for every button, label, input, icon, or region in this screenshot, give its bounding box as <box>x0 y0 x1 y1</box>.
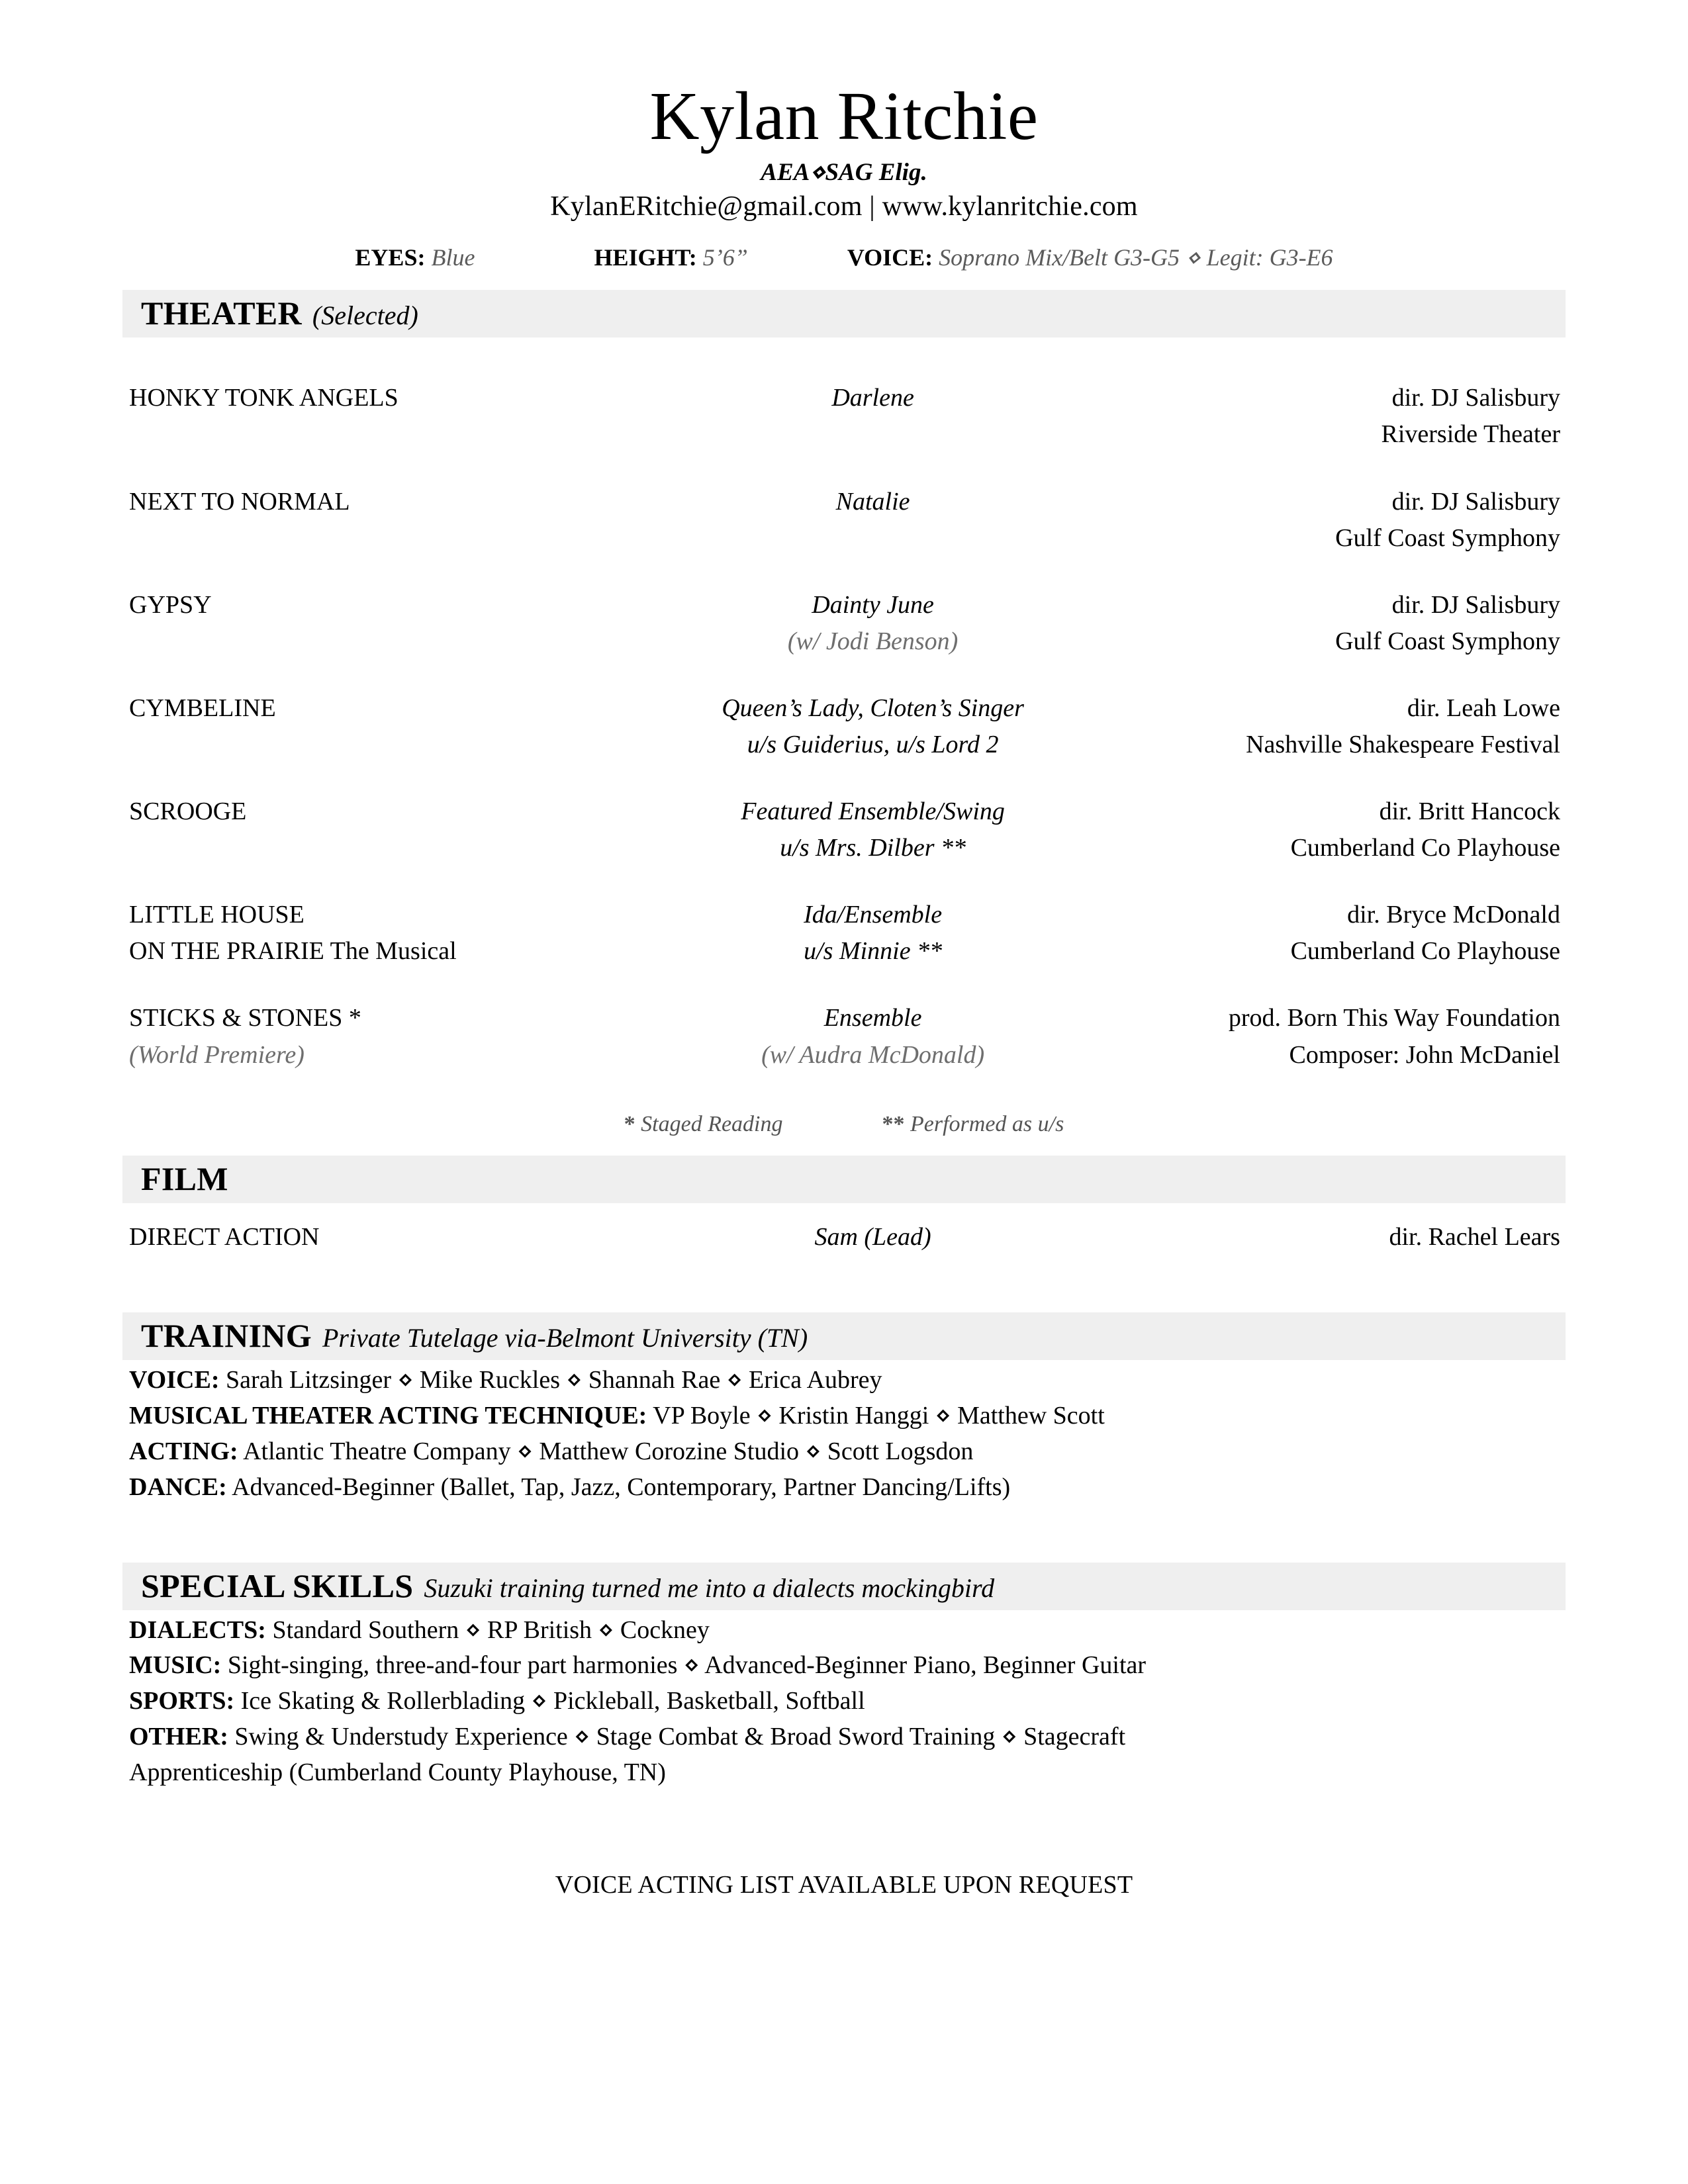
training-heading: TRAINING <box>141 1316 312 1354</box>
credit-venue: Nashville Shakespeare Festival <box>1246 730 1560 758</box>
stat-voice <box>847 244 1333 271</box>
credit-director: dir. Britt Hancock <box>1379 797 1560 826</box>
credit-venue: Gulf Coast Symphony <box>1335 627 1560 655</box>
credit-director: dir. DJ Salisbury <box>1391 590 1560 619</box>
training-label-mt-technique: MUSICAL THEATER ACTING TECHNIQUE: <box>129 1401 647 1430</box>
list-item <box>122 1648 1566 1684</box>
credit-venue: Riverside Theater <box>1381 420 1560 449</box>
stat-voice-value: Soprano Mix/Belt G3-G5 ⋄ Legit: G3-E6 <box>939 244 1333 271</box>
list-item <box>122 1398 1566 1434</box>
credit-role-line1: Ida/Ensemble <box>804 901 943 929</box>
page-title: Kylan Ritchie <box>649 78 1039 154</box>
credit-venue: Cumberland Co Playhouse <box>1290 834 1560 862</box>
credit-company <box>1103 587 1566 660</box>
film-credits-list <box>122 1219 1566 1255</box>
table-row <box>122 380 1566 453</box>
credit-role-line1: Sam (Lead) <box>814 1222 931 1251</box>
stat-voice-label: VOICE: <box>847 244 933 271</box>
credit-role <box>642 1000 1104 1073</box>
credit-director: dir. Bryce McDonald <box>1347 901 1560 929</box>
credit-role-line1: Dainty June <box>812 590 934 619</box>
skills-text-other-continued: Apprenticeship (Cumberland County Playhouse, TN) <box>129 1758 666 1787</box>
credit-show-line1: SCROOGE <box>129 797 247 826</box>
list-item <box>122 1755 1566 1791</box>
credit-company <box>1103 794 1566 866</box>
stat-height-value: 5’6” <box>702 244 748 271</box>
training-label-acting: ACTING: <box>129 1437 238 1465</box>
credit-show-line1: LITTLE HOUSE <box>129 901 305 929</box>
theater-footnotes <box>122 1112 1566 1137</box>
table-row <box>122 587 1566 660</box>
list-item <box>122 1470 1566 1506</box>
credit-show-line1: HONKY TONK ANGELS <box>129 384 399 412</box>
list-item <box>122 1613 1566 1649</box>
credit-director: dir. DJ Salisbury <box>1391 384 1560 412</box>
training-text-dance: Advanced-Beginner (Ballet, Tap, Jazz, Contemporary, Partner Dancing/Lifts) <box>226 1473 1011 1501</box>
credit-director: dir. Leah Lowe <box>1407 694 1560 722</box>
credit-producer: prod. Born This Way Foundation <box>1228 1004 1560 1032</box>
credit-show <box>122 794 642 866</box>
credit-company <box>1103 1000 1566 1073</box>
credit-show <box>122 690 642 763</box>
credit-role-line1: Ensemble <box>823 1004 922 1032</box>
credit-venue: Cumberland Co Playhouse <box>1290 937 1560 966</box>
credit-role <box>642 897 1104 970</box>
credit-role <box>642 484 1104 557</box>
skills-text-dialects: Standard Southern ⋄ RP British ⋄ Cockney <box>265 1615 710 1644</box>
credit-show-line1: DIRECT ACTION <box>129 1222 320 1251</box>
credit-show <box>122 1000 642 1073</box>
stats-row <box>122 244 1566 271</box>
credit-show-line1: CYMBELINE <box>129 694 276 722</box>
credit-role <box>642 1219 1104 1255</box>
theater-heading: THEATER <box>141 295 302 332</box>
credit-role-line2: (w/ Audra McDonald) <box>761 1040 985 1069</box>
credit-role-line2: (w/ Jodi Benson) <box>787 627 959 655</box>
list-item <box>122 1363 1566 1398</box>
section-header-film <box>122 1156 1566 1203</box>
table-row <box>122 1219 1566 1255</box>
contact-line: KylanERitchie@gmail.com | www.kylanritchie.com <box>550 191 1138 222</box>
skills-label-music: MUSIC: <box>129 1651 222 1680</box>
skills-text-music: Sight-singing, three-and-four part harmonies ⋄ Advanced-Beginner Piano, Beginner Guitar <box>221 1651 1147 1680</box>
section-header-theater <box>122 290 1566 338</box>
credit-show-line1: NEXT TO NORMAL <box>129 487 350 516</box>
credit-director: dir. DJ Salisbury <box>1391 487 1560 516</box>
credit-role-line1: Featured Ensemble/Swing <box>741 797 1005 826</box>
skills-text-other: Swing & Understudy Experience ⋄ Stage Combat & Broad Sword Training ⋄ Stagecraft <box>228 1723 1126 1751</box>
credit-show <box>122 897 642 970</box>
special-skills-subheading: Suzuki training turned me into a dialects mockingbird <box>424 1572 995 1603</box>
training-label-dance: DANCE: <box>129 1473 227 1501</box>
header <box>122 79 1566 271</box>
credit-venue: Gulf Coast Symphony <box>1335 523 1560 552</box>
training-text-acting: Atlantic Theatre Company ⋄ Matthew Corozine Studio ⋄ Scott Logsdon <box>238 1437 974 1465</box>
skills-label-dialects: DIALECTS: <box>129 1615 266 1644</box>
theater-subheading: (Selected) <box>312 300 418 331</box>
section-header-special-skills <box>122 1563 1566 1610</box>
credit-role-line2: u/s Minnie ** <box>804 937 943 966</box>
credit-show <box>122 484 642 557</box>
table-row <box>122 690 1566 763</box>
list-item <box>122 1434 1566 1470</box>
credit-role-line2: u/s Mrs. Dilber ** <box>780 834 966 862</box>
credit-role-line1: Queen’s Lady, Cloten’s Singer <box>722 694 1024 722</box>
table-row <box>122 897 1566 970</box>
table-row <box>122 1000 1566 1073</box>
credit-composer: Composer: John McDaniel <box>1289 1040 1560 1069</box>
footnote-1-text: Staged Reading <box>635 1111 783 1136</box>
footnote-1-mark: * <box>624 1111 635 1136</box>
footnote-staged-reading <box>624 1112 783 1137</box>
stat-eyes-value: Blue <box>431 244 475 271</box>
list-item <box>122 1719 1566 1755</box>
credit-company <box>1103 690 1566 763</box>
credit-company <box>1103 897 1566 970</box>
skills-label-sports: SPORTS: <box>129 1687 235 1715</box>
special-skills-heading: SPECIAL SKILLS <box>141 1567 414 1604</box>
credit-show-line2: ON THE PRAIRIE The Musical <box>129 937 457 966</box>
credit-show-line2: (World Premiere) <box>129 1040 305 1069</box>
credit-role-line1: Natalie <box>835 487 910 516</box>
stat-height-label: HEIGHT: <box>594 244 697 271</box>
special-skills-list <box>122 1613 1566 1792</box>
stat-eyes-label: EYES: <box>355 244 426 271</box>
credit-role <box>642 794 1104 866</box>
union-status: AEA⋄SAG Elig. <box>761 159 927 187</box>
training-label-voice: VOICE: <box>129 1365 220 1394</box>
section-header-training <box>122 1312 1566 1360</box>
credit-role <box>642 690 1104 763</box>
training-list <box>122 1363 1566 1506</box>
training-text-voice: Sarah Litzsinger ⋄ Mike Ruckles ⋄ Shannah Rae ⋄ Erica Aubrey <box>219 1365 882 1394</box>
credit-company <box>1103 1219 1566 1255</box>
footnote-2-text: Performed as u/s <box>904 1111 1064 1136</box>
credit-role-line2: u/s Guiderius, u/s Lord 2 <box>747 730 999 758</box>
theater-credits-list <box>122 380 1566 1073</box>
credit-show <box>122 587 642 660</box>
footnote-performed-as-us <box>882 1112 1064 1137</box>
credit-director: dir. Rachel Lears <box>1389 1222 1560 1251</box>
table-row <box>122 794 1566 866</box>
credit-show <box>122 380 642 453</box>
credit-company <box>1103 380 1566 453</box>
list-item <box>122 1684 1566 1719</box>
footer-note: VOICE ACTING LIST AVAILABLE UPON REQUEST <box>555 1871 1133 1899</box>
credit-company <box>1103 484 1566 557</box>
credit-role-line1: Darlene <box>831 384 914 412</box>
skills-text-sports: Ice Skating & Rollerblading ⋄ Pickleball, Basketball, Softball <box>234 1687 865 1715</box>
footnote-2-mark: ** <box>882 1111 905 1136</box>
table-row <box>122 484 1566 557</box>
training-text-mt-technique: VP Boyle ⋄ Kristin Hanggi ⋄ Matthew Scott <box>647 1401 1105 1430</box>
credit-show-line1: STICKS & STONES * <box>129 1004 361 1032</box>
credit-role <box>642 587 1104 660</box>
film-heading: FILM <box>141 1160 228 1197</box>
credit-show <box>122 1219 642 1255</box>
credit-role <box>642 380 1104 453</box>
stat-eyes <box>355 244 475 271</box>
training-subheading: Private Tutelage via-Belmont University (TN) <box>322 1322 808 1353</box>
skills-label-other: OTHER: <box>129 1723 228 1751</box>
credit-show-line1: GYPSY <box>129 590 212 619</box>
stat-height <box>594 244 747 271</box>
